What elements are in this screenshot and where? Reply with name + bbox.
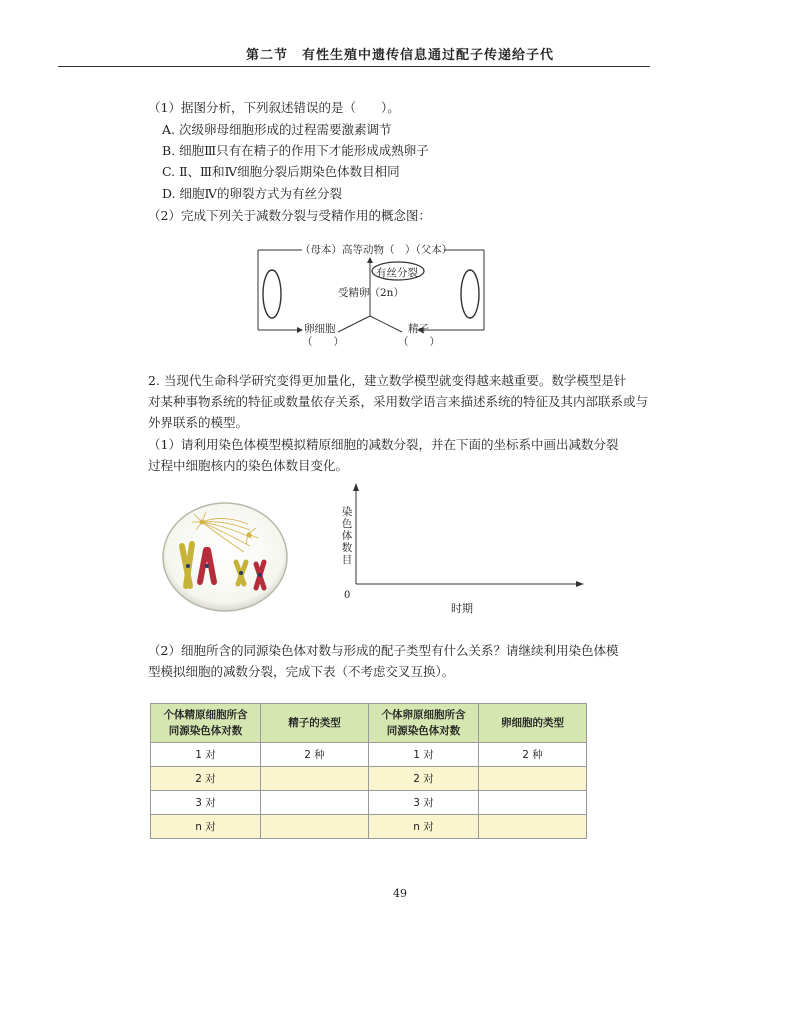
table-cell: 1 对 — [369, 743, 479, 767]
table-cell — [261, 815, 369, 839]
q1-stem: （1）据图分析，下列叙述错误的是（ ）。 — [148, 100, 400, 115]
table-cell: 3 对 — [151, 791, 261, 815]
chromosome-count-axes — [330, 480, 600, 615]
table-cell — [479, 791, 587, 815]
table-cell: 1 对 — [151, 743, 261, 767]
axes-origin: 0 — [344, 590, 351, 601]
table-cell — [261, 767, 369, 791]
page-number: 49 — [393, 887, 407, 900]
cell-illustration — [160, 500, 290, 615]
table-header-cell: 个体精原细胞所含 同源染色体对数 — [151, 704, 261, 743]
problem2-sub1-line2: 过程中细胞核内的染色体数目变化。 — [148, 458, 349, 473]
table-header-row — [151, 704, 587, 743]
table-header-cell: 卵细胞的类型 — [479, 704, 587, 743]
q2-stem: （2）完成下列关于减数分裂与受精作用的概念图： — [148, 208, 431, 223]
concept-map-egg-blank: （ ） — [302, 336, 344, 348]
concept-map-top-label: （母本）高等动物（ ）（父本） — [300, 244, 453, 256]
q1-option-b: B. 细胞Ⅲ只有在精子的作用下才能形成成熟卵子 — [162, 143, 429, 158]
axes-lines — [330, 480, 600, 615]
table-cell: 2 种 — [479, 743, 587, 767]
table-header-cell: 精子的类型 — [261, 704, 369, 743]
problem2-sub2-line1: （2）细胞所含的同源染色体对数与形成的配子类型有什么关系？请继续利用染色体模 — [148, 643, 619, 658]
table-row — [151, 743, 587, 767]
gamete-type-table — [150, 703, 587, 839]
axes-xlabel: 时期 — [451, 602, 473, 615]
header-rule — [58, 66, 650, 67]
problem2-sub1-line1: （1）请利用染色体模型模拟精原细胞的减数分裂，并在下面的坐标系中画出减数分裂 — [148, 437, 619, 452]
table-cell — [479, 767, 587, 791]
table-cell — [261, 791, 369, 815]
table-cell: 3 对 — [369, 791, 479, 815]
concept-map-sperm-blank: （ ） — [398, 336, 440, 348]
table-cell — [479, 815, 587, 839]
table-row — [151, 791, 587, 815]
q1-option-d: D. 细胞Ⅳ的卵裂方式为有丝分裂 — [162, 186, 343, 201]
concept-map-sperm: 精子 — [408, 323, 429, 335]
problem2-intro-line3: 外界联系的模型。 — [148, 415, 249, 430]
table-cell: 2 种 — [261, 743, 369, 767]
concept-map-zygote: 受精卵（2n） — [338, 287, 404, 299]
axes-ylabel: 染色体数目 — [341, 506, 353, 566]
table-cell: n 对 — [369, 815, 479, 839]
cell-division-figure — [160, 500, 290, 615]
table-row — [151, 767, 587, 791]
problem2-intro-line1: 2. 当现代生命科学研究变得更加量化，建立数学模型就变得越来越重要。数学模型是针 — [148, 373, 627, 388]
table-cell: 2 对 — [369, 767, 479, 791]
table-cell: 2 对 — [151, 767, 261, 791]
table-header-cell: 个体卵原细胞所含 同源染色体对数 — [369, 704, 479, 743]
problem2-intro-line2: 对某种事物系统的特征或数量依存关系，采用数学语言来描述系统的特征及其内部联系或与 — [148, 394, 649, 409]
concept-map-mitosis: 有丝分裂 — [376, 267, 418, 279]
page-header-title: 第二节 有性生殖中遗传信息通过配子传递给子代 — [245, 48, 554, 63]
problem2-sub2-line2: 型模拟细胞的减数分裂，完成下表（不考虑交叉互换）。 — [148, 664, 455, 679]
concept-map-egg: 卵细胞 — [304, 323, 336, 335]
q1-option-a: A. 次级卵母细胞形成的过程需要激素调节 — [162, 122, 392, 137]
table-cell: n 对 — [151, 815, 261, 839]
q1-option-c: C. Ⅱ、Ⅲ和Ⅳ细胞分裂后期染色体数目相同 — [162, 164, 400, 179]
concept-map — [250, 238, 490, 348]
table-row — [151, 815, 587, 839]
